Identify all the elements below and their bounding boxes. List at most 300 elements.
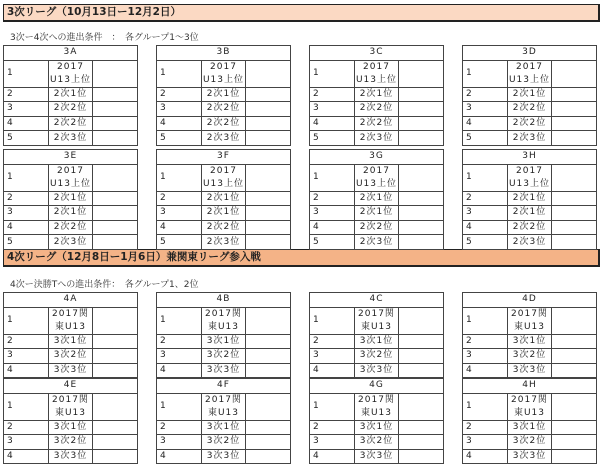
table-row <box>310 191 444 206</box>
group-name: 4E <box>4 379 138 394</box>
table-row <box>4 60 138 87</box>
empty-cell <box>93 116 138 131</box>
table-row <box>463 164 597 191</box>
empty-cell <box>552 131 597 146</box>
group-table-3c <box>309 45 444 146</box>
empty-cell <box>246 164 291 191</box>
team-slot: 2次1位 <box>507 191 552 206</box>
empty-cell <box>246 87 291 102</box>
table-row <box>463 60 597 87</box>
row-number: 1 <box>463 307 508 334</box>
empty-cell <box>399 206 444 221</box>
row-number: 3 <box>463 206 508 221</box>
row-number: 3 <box>463 435 508 450</box>
table-row <box>463 116 597 131</box>
empty-cell <box>399 164 444 191</box>
team-slot: 2次2位 <box>507 102 552 117</box>
empty-cell <box>93 349 138 364</box>
empty-cell <box>93 102 138 117</box>
row-number: 2 <box>310 420 355 435</box>
group-name: 3G <box>310 150 444 165</box>
table-row <box>157 420 291 435</box>
team-slot: 2次2位 <box>201 220 246 235</box>
row-number: 1 <box>463 60 508 87</box>
empty-cell <box>93 393 138 420</box>
table-row <box>463 206 597 221</box>
team-slot: 3次2位 <box>201 435 246 450</box>
table-row <box>157 206 291 221</box>
row-number: 3 <box>463 349 508 364</box>
empty-cell <box>399 60 444 87</box>
group-header-row <box>463 293 597 308</box>
table-row <box>463 87 597 102</box>
team-slot: 3次2位 <box>354 435 399 450</box>
row-number: 5 <box>463 235 508 250</box>
team-slot: 2次1位 <box>354 87 399 102</box>
table-row <box>463 334 597 349</box>
table-row <box>310 235 444 250</box>
empty-cell <box>399 116 444 131</box>
empty-cell <box>246 60 291 87</box>
table-row <box>310 435 444 450</box>
team-slot: 2次2位 <box>201 102 246 117</box>
row-number: 2 <box>463 334 508 349</box>
group-name: 4A <box>4 293 138 308</box>
empty-cell <box>552 116 597 131</box>
row-number: 3 <box>4 206 49 221</box>
group-header-row <box>4 379 138 394</box>
table-row <box>157 363 291 378</box>
team-slot: 2次2位 <box>48 220 93 235</box>
group-name: 4G <box>310 379 444 394</box>
empty-cell <box>552 206 597 221</box>
empty-cell <box>93 164 138 191</box>
section-header-3rd-league: 3次リーグ（10月13日ー12月2日） <box>3 4 600 22</box>
row-number: 5 <box>157 131 202 146</box>
table-row <box>4 449 138 464</box>
group-header-row <box>310 150 444 165</box>
empty-cell <box>246 307 291 334</box>
empty-cell <box>246 191 291 206</box>
row-number: 4 <box>310 116 355 131</box>
row-number: 2 <box>4 87 49 102</box>
row-number: 3 <box>157 102 202 117</box>
row-number: 4 <box>157 220 202 235</box>
team-slot: 2次1位 <box>201 206 246 221</box>
row-number: 4 <box>463 116 508 131</box>
empty-cell <box>399 235 444 250</box>
table-row <box>463 102 597 117</box>
empty-cell <box>93 191 138 206</box>
table-row <box>463 220 597 235</box>
table-row <box>4 393 138 420</box>
table-row <box>310 349 444 364</box>
table-row <box>157 449 291 464</box>
team-slot: 2017関東U13 <box>48 307 93 334</box>
row-number: 4 <box>4 363 49 378</box>
row-number: 2 <box>157 420 202 435</box>
empty-cell <box>552 164 597 191</box>
row-number: 4 <box>310 449 355 464</box>
group-table-3b <box>156 45 291 146</box>
row-number: 5 <box>310 235 355 250</box>
team-slot: 2次1位 <box>354 206 399 221</box>
group-table-3g <box>309 149 444 250</box>
team-slot: 3次1位 <box>48 420 93 435</box>
team-slot: 2017関東U13 <box>507 307 552 334</box>
table-row <box>4 102 138 117</box>
table-row <box>310 334 444 349</box>
table-row <box>310 307 444 334</box>
group-table-4f <box>156 378 291 464</box>
empty-cell <box>93 235 138 250</box>
empty-cell <box>93 307 138 334</box>
team-slot: 2次1位 <box>507 87 552 102</box>
empty-cell <box>399 131 444 146</box>
row-number: 1 <box>4 393 49 420</box>
empty-cell <box>93 131 138 146</box>
empty-cell <box>93 206 138 221</box>
empty-cell <box>246 220 291 235</box>
empty-cell <box>93 435 138 450</box>
table-row <box>157 435 291 450</box>
table-row <box>310 60 444 87</box>
group-header-row <box>4 293 138 308</box>
team-slot: 2017 U13上位 <box>507 60 552 87</box>
team-slot: 3次3位 <box>354 449 399 464</box>
team-slot: 3次3位 <box>48 449 93 464</box>
row-number: 2 <box>4 420 49 435</box>
table-row <box>157 220 291 235</box>
empty-cell <box>552 393 597 420</box>
table-row <box>463 131 597 146</box>
empty-cell <box>93 87 138 102</box>
group-name: 3B <box>157 46 291 61</box>
team-slot: 2次1位 <box>354 191 399 206</box>
empty-cell <box>93 334 138 349</box>
empty-cell <box>246 206 291 221</box>
row-number: 4 <box>463 449 508 464</box>
group-table-3f <box>156 149 291 250</box>
table-row <box>157 131 291 146</box>
empty-cell <box>552 449 597 464</box>
table-row <box>157 235 291 250</box>
empty-cell <box>246 334 291 349</box>
row-number: 5 <box>4 131 49 146</box>
team-slot: 3次3位 <box>48 363 93 378</box>
table-row <box>157 334 291 349</box>
empty-cell <box>552 102 597 117</box>
table-row <box>310 420 444 435</box>
group-header-row <box>463 379 597 394</box>
group-name: 3A <box>4 46 138 61</box>
table-row <box>4 206 138 221</box>
group-table-4a <box>3 292 138 378</box>
row-number: 4 <box>463 220 508 235</box>
row-number: 2 <box>157 87 202 102</box>
empty-cell <box>93 363 138 378</box>
group-header-row <box>463 150 597 165</box>
table-row <box>157 87 291 102</box>
team-slot: 3次2位 <box>201 349 246 364</box>
team-slot: 3次1位 <box>354 334 399 349</box>
table-row <box>310 87 444 102</box>
team-slot: 2017 U13上位 <box>507 164 552 191</box>
empty-cell <box>552 235 597 250</box>
team-slot: 2次2位 <box>507 220 552 235</box>
empty-cell <box>552 191 597 206</box>
row-number: 4 <box>4 116 49 131</box>
team-slot: 2次1位 <box>507 206 552 221</box>
team-slot: 2017 U13上位 <box>354 164 399 191</box>
empty-cell <box>552 334 597 349</box>
empty-cell <box>552 420 597 435</box>
group-name: 4H <box>463 379 597 394</box>
table-row <box>463 435 597 450</box>
row-number: 2 <box>310 334 355 349</box>
group-name: 3D <box>463 46 597 61</box>
team-slot: 3次1位 <box>354 420 399 435</box>
empty-cell <box>399 220 444 235</box>
table-row <box>4 220 138 235</box>
row-number: 3 <box>4 102 49 117</box>
group-header-row <box>4 46 138 61</box>
team-slot: 2次3位 <box>354 131 399 146</box>
row-number: 1 <box>310 60 355 87</box>
row-number: 1 <box>157 164 202 191</box>
group-table-4d <box>462 292 597 378</box>
row-number: 1 <box>310 164 355 191</box>
team-slot: 2次3位 <box>48 235 93 250</box>
row-number: 1 <box>157 307 202 334</box>
group-header-row <box>157 150 291 165</box>
row-number: 3 <box>4 435 49 450</box>
team-slot: 2次2位 <box>48 102 93 117</box>
group-header-row <box>157 46 291 61</box>
team-slot: 3次1位 <box>507 334 552 349</box>
table-row <box>463 307 597 334</box>
team-slot: 2次2位 <box>507 116 552 131</box>
table-row <box>463 349 597 364</box>
group-name: 4D <box>463 293 597 308</box>
team-slot: 3次1位 <box>48 334 93 349</box>
group-table-4b <box>156 292 291 378</box>
group-name: 4F <box>157 379 291 394</box>
empty-cell <box>399 102 444 117</box>
empty-cell <box>399 363 444 378</box>
empty-cell <box>552 87 597 102</box>
empty-cell <box>399 435 444 450</box>
empty-cell <box>246 349 291 364</box>
team-slot: 2017 U13上位 <box>48 60 93 87</box>
row-number: 3 <box>463 102 508 117</box>
team-slot: 2次3位 <box>201 235 246 250</box>
empty-cell <box>246 235 291 250</box>
group-name: 3C <box>310 46 444 61</box>
team-slot: 3次3位 <box>201 449 246 464</box>
team-slot: 3次2位 <box>507 435 552 450</box>
team-slot: 2次3位 <box>201 131 246 146</box>
group-header-row <box>310 379 444 394</box>
team-slot: 2次2位 <box>354 102 399 117</box>
team-slot: 3次3位 <box>201 363 246 378</box>
table-row <box>157 393 291 420</box>
group-table-3d <box>462 45 597 146</box>
team-slot: 2次3位 <box>48 131 93 146</box>
team-slot: 2次1位 <box>201 87 246 102</box>
row-number: 3 <box>310 102 355 117</box>
table-row <box>463 235 597 250</box>
empty-cell <box>552 60 597 87</box>
table-row <box>310 363 444 378</box>
team-slot: 2017 U13上位 <box>201 164 246 191</box>
team-slot: 2017関東U13 <box>48 393 93 420</box>
table-row <box>463 449 597 464</box>
row-number: 1 <box>157 393 202 420</box>
row-number: 1 <box>157 60 202 87</box>
group-table-3a <box>3 45 138 146</box>
empty-cell <box>246 420 291 435</box>
team-slot: 2次1位 <box>48 87 93 102</box>
empty-cell <box>246 116 291 131</box>
row-number: 2 <box>463 420 508 435</box>
row-number: 1 <box>4 307 49 334</box>
row-number: 3 <box>310 435 355 450</box>
advancement-condition-4th: 4次ー決勝Tへの進出条件： 各グループ1、2位 <box>10 280 199 290</box>
row-number: 4 <box>463 363 508 378</box>
group-name: 3E <box>4 150 138 165</box>
team-slot: 2次3位 <box>507 131 552 146</box>
table-row <box>310 206 444 221</box>
table-row <box>4 116 138 131</box>
row-number: 4 <box>157 116 202 131</box>
empty-cell <box>552 349 597 364</box>
group-header-row <box>463 46 597 61</box>
row-number: 4 <box>310 220 355 235</box>
team-slot: 2017 U13上位 <box>48 164 93 191</box>
team-slot: 2次3位 <box>507 235 552 250</box>
table-row <box>4 131 138 146</box>
table-row <box>4 307 138 334</box>
group-table-4e <box>3 378 138 464</box>
empty-cell <box>246 363 291 378</box>
row-number: 3 <box>157 206 202 221</box>
table-row <box>310 449 444 464</box>
table-row <box>157 102 291 117</box>
table-row <box>310 102 444 117</box>
empty-cell <box>246 102 291 117</box>
empty-cell <box>399 307 444 334</box>
team-slot: 2017 U13上位 <box>354 60 399 87</box>
team-slot: 2017関東U13 <box>354 393 399 420</box>
row-number: 1 <box>310 393 355 420</box>
team-slot: 2次2位 <box>48 116 93 131</box>
empty-cell <box>399 334 444 349</box>
group-name: 4C <box>310 293 444 308</box>
row-number: 1 <box>4 60 49 87</box>
empty-cell <box>93 220 138 235</box>
team-slot: 3次2位 <box>48 435 93 450</box>
row-number: 5 <box>157 235 202 250</box>
row-number: 1 <box>4 164 49 191</box>
row-number: 3 <box>310 206 355 221</box>
team-slot: 3次2位 <box>354 349 399 364</box>
table-row <box>463 393 597 420</box>
row-number: 3 <box>157 435 202 450</box>
group-table-3h <box>462 149 597 250</box>
row-number: 2 <box>310 191 355 206</box>
empty-cell <box>399 420 444 435</box>
table-row <box>4 87 138 102</box>
row-number: 5 <box>463 131 508 146</box>
table-row <box>4 420 138 435</box>
team-slot: 2次2位 <box>201 116 246 131</box>
team-slot: 2次3位 <box>354 235 399 250</box>
row-number: 3 <box>157 349 202 364</box>
table-row <box>157 60 291 87</box>
team-slot: 3次1位 <box>507 420 552 435</box>
table-row <box>157 307 291 334</box>
row-number: 5 <box>4 235 49 250</box>
row-number: 2 <box>157 334 202 349</box>
team-slot: 3次3位 <box>354 363 399 378</box>
empty-cell <box>399 449 444 464</box>
team-slot: 2次2位 <box>354 220 399 235</box>
empty-cell <box>399 87 444 102</box>
row-number: 1 <box>463 393 508 420</box>
row-number: 1 <box>463 164 508 191</box>
row-number: 2 <box>463 87 508 102</box>
empty-cell <box>246 131 291 146</box>
empty-cell <box>93 60 138 87</box>
row-number: 1 <box>310 307 355 334</box>
row-number: 2 <box>463 191 508 206</box>
empty-cell <box>399 191 444 206</box>
team-slot: 2017関東U13 <box>507 393 552 420</box>
team-slot: 3次3位 <box>507 363 552 378</box>
team-slot: 3次1位 <box>201 420 246 435</box>
team-slot: 2017関東U13 <box>201 393 246 420</box>
row-number: 3 <box>310 349 355 364</box>
table-row <box>157 349 291 364</box>
empty-cell <box>93 449 138 464</box>
group-name: 3H <box>463 150 597 165</box>
row-number: 4 <box>157 449 202 464</box>
group-name: 3F <box>157 150 291 165</box>
team-slot: 2次1位 <box>201 191 246 206</box>
table-row <box>4 349 138 364</box>
empty-cell <box>399 349 444 364</box>
table-row <box>463 420 597 435</box>
empty-cell <box>552 363 597 378</box>
row-number: 2 <box>4 334 49 349</box>
advancement-condition-3rd: 3次ー4次への進出条件 ： 各グループ1～3位 <box>10 33 199 43</box>
group-table-3e <box>3 149 138 250</box>
group-header-row <box>310 293 444 308</box>
table-row <box>4 191 138 206</box>
empty-cell <box>93 420 138 435</box>
team-slot: 3次1位 <box>201 334 246 349</box>
empty-cell <box>552 307 597 334</box>
group-name: 4B <box>157 293 291 308</box>
table-row <box>4 164 138 191</box>
row-number: 4 <box>157 363 202 378</box>
team-slot: 3次2位 <box>507 349 552 364</box>
team-slot: 2次1位 <box>48 206 93 221</box>
team-slot: 2017関東U13 <box>201 307 246 334</box>
empty-cell <box>552 220 597 235</box>
table-row <box>310 131 444 146</box>
